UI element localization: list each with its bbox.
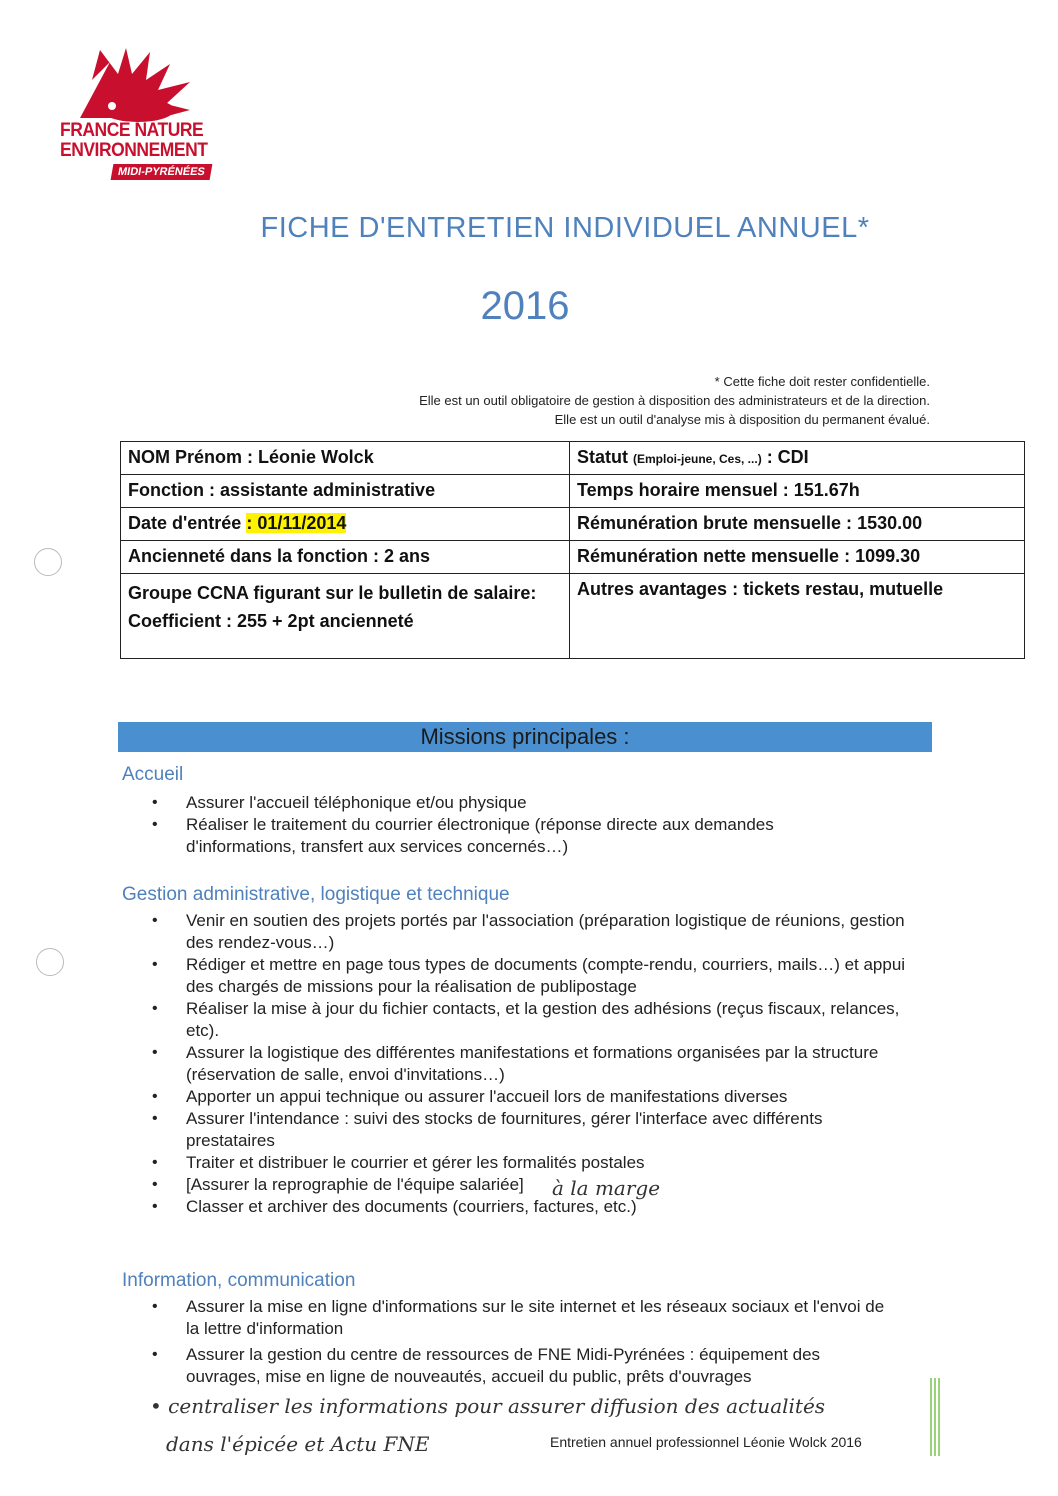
table-row: [121, 508, 1025, 541]
list-gestion: [150, 910, 910, 1218]
employee-info-table: [120, 441, 1025, 659]
statut-cell: Statut (Emploi-jeune, Ces, ...) : CDI: [570, 442, 1025, 475]
table-row: [121, 541, 1025, 574]
list-item: • Classer et archiver des documents (courriers, factures, etc.): [150, 1196, 910, 1218]
list-information: [150, 1296, 890, 1388]
document-year: 2016: [480, 284, 570, 328]
groupe-ccna-cell: Groupe CCNA figurant sur le bulletin de salaire: Coefficient : 255 + 2pt ancienneté: [121, 574, 570, 659]
note-line: * Cette fiche doit rester confidentielle.: [714, 374, 930, 389]
margin-marker-icon: [930, 1378, 942, 1456]
list-item: • Rédiger et mettre en page tous types de documents (compte-rendu, courriers, mails…) et appui des chargés de missions pour la réalisation de publipostage: [150, 954, 910, 998]
table-row: [121, 442, 1025, 475]
missions-header: Missions principales :: [118, 722, 932, 752]
section-title-gestion: Gestion administrative, logistique et technique: [122, 884, 510, 905]
section-title-accueil: Accueil: [122, 764, 184, 785]
list-item: • Venir en soutien des projets portés par l'association (préparation logistique de réunions, gestion des rendez-vous…): [150, 910, 910, 954]
confidentiality-notes: [419, 372, 930, 429]
handwritten-marge-note: à la marge: [552, 1176, 661, 1200]
avantages-cell: Autres avantages : tickets restau, mutuelle: [570, 574, 1025, 659]
page-footer: Entretien annuel professionnel Léonie Wolck 2016: [550, 1434, 862, 1450]
punch-hole-icon: [36, 948, 64, 976]
fonction-cell: Fonction : assistante administrative: [121, 475, 570, 508]
list-item: • Réaliser la mise à jour du fichier contacts, et la gestion des adhésions (reçus fiscaux, relances, etc).: [150, 998, 910, 1042]
temps-cell: Temps horaire mensuel : 151.67h: [570, 475, 1025, 508]
remuneration-brute-cell: Rémunération brute mensuelle : 1530.00: [570, 508, 1025, 541]
fne-logo: [40, 40, 210, 190]
list-item: • Traiter et distribuer le courrier et gérer les formalités postales: [150, 1152, 910, 1174]
list-accueil: [150, 792, 870, 858]
logo-line-1: FRANCE NATURE: [60, 120, 204, 141]
table-row: [121, 574, 1025, 659]
note-line: Elle est un outil d'analyse mis à disposition du permanent évalué.: [554, 412, 930, 427]
remuneration-nette-cell: Rémunération nette mensuelle : 1099.30: [570, 541, 1025, 574]
date-highlight: : 01/11/2014: [246, 513, 347, 533]
list-item: • Assurer la mise en ligne d'informations sur le site internet et les réseaux sociaux et l'envoi de la lettre d'information: [150, 1296, 890, 1340]
table-row: [121, 475, 1025, 508]
punch-hole-icon: [34, 548, 62, 576]
handwritten-line-1: • centraliser les informations pour assurer diffusion des actualités: [150, 1394, 826, 1418]
list-item: • Assurer la logistique des différentes manifestations et formations organisées par la structure (réservation de salle, envoi d'invitations…): [150, 1042, 910, 1086]
handwritten-line-2: dans l'épicée et Actu FNE: [166, 1432, 430, 1456]
note-line: Elle est un outil obligatoire de gestion à disposition des administrateurs et de la direction.: [419, 393, 930, 408]
name-cell: NOM Prénom : Léonie Wolck: [121, 442, 570, 475]
list-item: • Apporter un appui technique ou assurer l'accueil lors de manifestations diverses: [150, 1086, 910, 1108]
list-item: • [Assurer la reprographie de l'équipe salariée]: [150, 1174, 910, 1196]
document-title: FICHE D'ENTRETIEN INDIVIDUEL ANNUEL*: [260, 212, 870, 244]
section-title-information: Information, communication: [122, 1270, 356, 1291]
anciennete-cell: Ancienneté dans la fonction : 2 ans: [121, 541, 570, 574]
list-item: • Assurer l'accueil téléphonique et/ou physique: [150, 792, 870, 814]
list-item: • Assurer l'intendance : suivi des stocks de fournitures, gérer l'interface avec différents prestataires: [150, 1108, 910, 1152]
list-item: • Réaliser le traitement du courrier électronique (réponse directe aux demandes d'informations, transfert aux services concernés…): [150, 814, 870, 858]
hedgehog-logo-icon: [40, 40, 210, 130]
logo-region-badge: MIDI-PYRÉNÉES: [111, 164, 213, 180]
list-item: • Assurer la gestion du centre de ressources de FNE Midi-Pyrénées : équipement des ouvrages, mise en ligne de nouveautés, accueil du public, prêts d'ouvrages: [150, 1344, 890, 1388]
logo-line-2: ENVIRONNEMENT: [60, 140, 208, 161]
date-entree-cell: Date d'entrée : 01/11/2014: [121, 508, 570, 541]
